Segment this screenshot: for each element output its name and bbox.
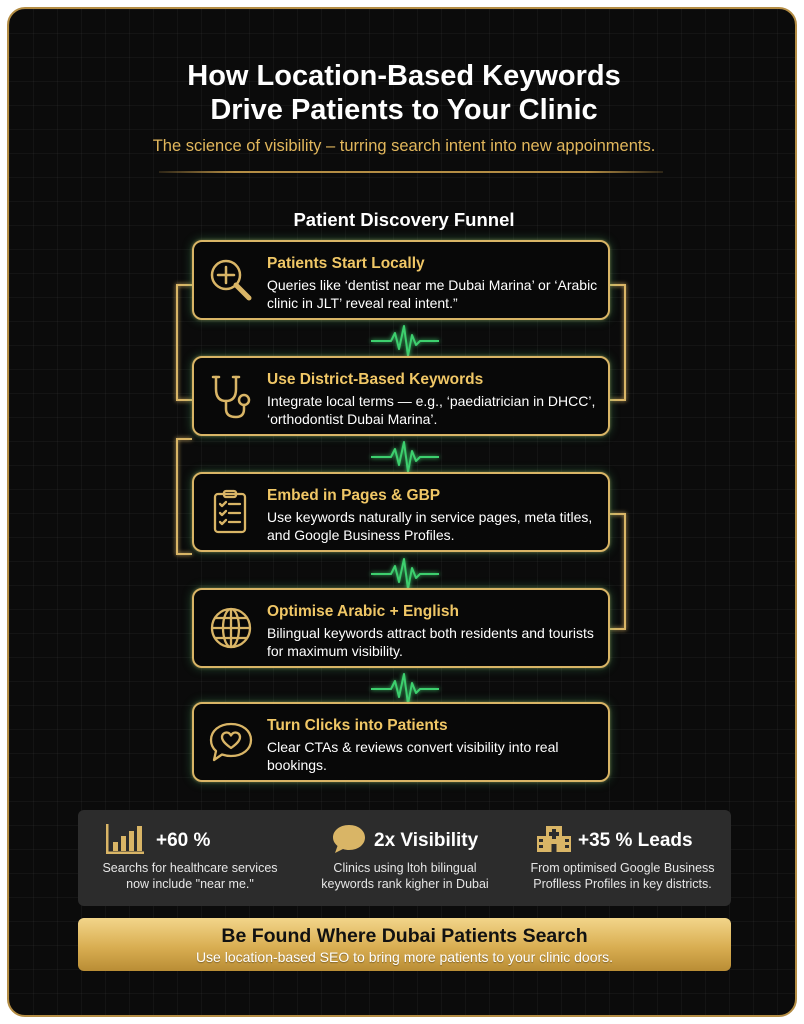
stat-value: +35 % Leads: [578, 830, 693, 851]
stat-description: [78, 860, 292, 892]
funnel-step-5: [192, 702, 610, 782]
step-title: Optimise Arabic + English: [267, 603, 459, 620]
step-description: Use keywords naturally in service pages, meta titles, and Google Business Profiles.: [267, 509, 593, 543]
cta-subtitle: Use location-based SEO to bring more patients to your clinic doors.: [195, 949, 614, 965]
stethoscope-icon: [206, 371, 256, 421]
infographic-frame: [7, 7, 797, 1017]
heartbeat-pulse-1: [371, 326, 439, 356]
funnel-step-4: [192, 588, 610, 668]
stat-value: 2x Visibility: [374, 830, 479, 851]
heartbeat-pulse-3: [371, 559, 439, 589]
stat-description-line2: now include "near me.": [126, 877, 254, 891]
magnifier-plus-icon: [206, 255, 256, 305]
stat-visibility: [296, 810, 514, 906]
stat-description-line1: Clinics using ltoh bilingual: [333, 861, 477, 875]
step-description: Integrate local terms — e.g., ‘paediatrician in DHCC’, ‘orthodontist Dubai Marina’.: [267, 393, 596, 427]
stat-description: [514, 860, 731, 892]
funnel-step-3: [192, 472, 610, 552]
heartbeat-pulse-4: [371, 674, 439, 704]
stat-leads: [514, 810, 731, 906]
funnel-step-2: [192, 356, 610, 436]
stat-description-line1: Searchs for healthcare services: [102, 861, 278, 875]
bracket-left-1: [177, 285, 192, 400]
page-subtitle: The science of visibility – turring search intent into new appoinments.: [152, 137, 656, 155]
heartbeat-pulse-2: [371, 442, 439, 472]
stat-description-line2: Proflless Profiles in key districts.: [533, 877, 712, 891]
stats-panel: [78, 810, 731, 906]
stat-description-line2: keywords rank kigher in Dubai: [321, 877, 489, 891]
stat-value: +60 %: [156, 830, 211, 851]
hospital-icon: [536, 824, 574, 854]
step-title: Patients Start Locally: [267, 255, 425, 272]
header-divider: [159, 171, 663, 173]
funnel-title: Patient Discovery Funnel: [293, 209, 515, 230]
chat-heart-icon: [206, 717, 256, 767]
stat-near-me: [78, 810, 296, 906]
cta-banner: [78, 918, 731, 971]
page-title-line2: Drive Patients to Your Clinic: [210, 94, 598, 126]
bar-chart-icon: [106, 824, 144, 854]
step-description: Queries like ‘dentist near me Dubai Marina’ or ‘Arabic clinic in JLT’ reveal real intent.”: [267, 277, 598, 311]
globe-icon: [206, 603, 256, 653]
funnel-step-1: [192, 240, 610, 320]
bracket-left-2: [177, 439, 192, 554]
stat-description: [296, 860, 514, 892]
step-description: Clear CTAs & reviews convert visibility into real bookings.: [267, 739, 559, 773]
step-description: Bilingual keywords attract both residents and tourists for maximum visibility.: [267, 625, 594, 659]
bracket-right-1: [610, 285, 625, 400]
step-title: Use District-Based Keywords: [267, 371, 484, 388]
step-title: Embed in Pages & GBP: [267, 487, 441, 504]
step-title: Turn Clicks into Patients: [267, 717, 448, 734]
clipboard-checklist-icon: [206, 487, 256, 537]
stat-description-line1: From optimised Google Business: [530, 861, 715, 875]
page-title-line1: How Location-Based Keywords: [187, 60, 621, 92]
bracket-right-2: [610, 514, 625, 629]
speech-bubble-icon: [332, 824, 370, 854]
cta-title: Be Found Where Dubai Patients Search: [221, 925, 588, 947]
